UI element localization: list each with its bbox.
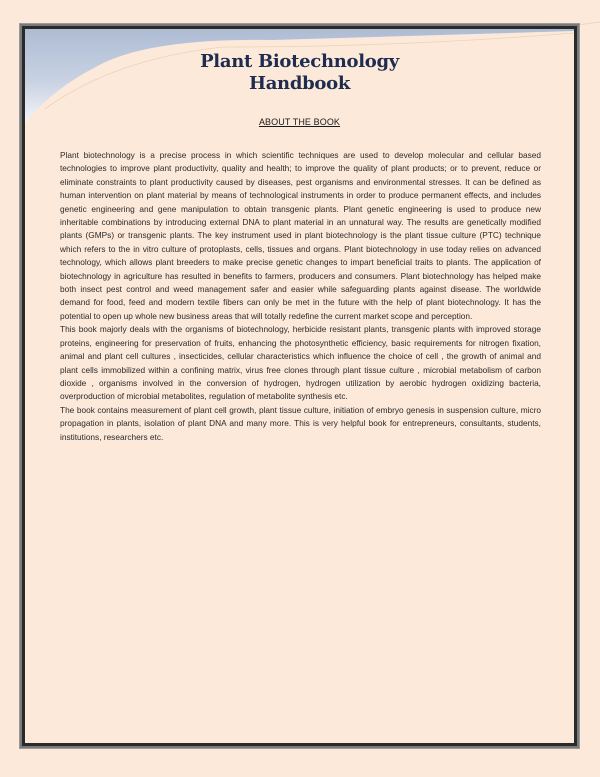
paragraph-intro: Plant biotechnology is a precise process in which scientific techniques are used to develop molecular and cellular based technologies to improve plant productivity, quality and health; to improve the quality of plant products; or to prevent, reduce or eliminate constraints to plant productivity caused by diseases, pest organisms and environmental stresses. It can be defined as human intervention on plant material by means of technological instruments in order to produce permanent effects, and includes genetic engineering and gene manipulation to obtain transgenic plants. Plant genetic engineering is used to produce new inheritable combinations by introducing external DNA to plant material in an unnatural way. The results are genetically modified plants (GMPs) or transgenic plants. The key instrument used in plant biotechnology is the plant tissue culture (PTC) technique which refers to the in vitro culture of protoplasts, cells, tissues and organs. Plant biotechnology in use today relies on advanced technology, which allows plant breeders to make precise genetic changes to impart beneficial traits to plants. The application of biotechnology in agriculture has resulted in benefits to farmers, producers and consumers. Plant biotechnology has helped make both insect pest control and weed management safer and easier while safeguarding plants against disease. The worldwide demand for food, feed and modern textile fibers can only be met in the future with the help of plant biotechnology. It has the potential to open up whole new business areas that will totally redefine the current market scope and perception. <box>60 150 541 321</box>
page-frame <box>22 26 577 746</box>
book-title <box>25 51 574 95</box>
paragraph-contents: The book contains measurement of plant cell growth, plant tissue culture, initiation of embryo genesis in suspension culture, micro propagation in plants, isolation of plant DNA and many more. This is very helpful book for entrepreneurs, consultants, students, institutions, researchers etc. <box>60 404 541 442</box>
book-description <box>60 149 541 444</box>
title-line-2: Handbook <box>248 73 350 94</box>
title-line-1: Plant Biotechnology <box>200 51 399 72</box>
section-heading: ABOUT THE BOOK <box>258 117 341 127</box>
paragraph-topics: This book majorly deals with the organisms of biotechnology, herbicide resistant plants, transgenic plants with improved storage proteins, engineering for preservation of fruits, enhancing the photosynthetic efficiency, basic requirements for nitrogen fixation, animal and plant cell cultures , insecticides, cellular characteristics which influence the choice of cell , the growth of animal and plant cells immobilized within a confining matrix, virus free clones through plant tissue culture , microbial metabolism of carbon dioxide , organisms involved in the conversion of hydrogen, hydrogen utilization by aerobic hydrogen oxidizing bacteria, overproduction of microbial metabolites, regulation of metabolite synthesis etc. <box>60 324 541 402</box>
